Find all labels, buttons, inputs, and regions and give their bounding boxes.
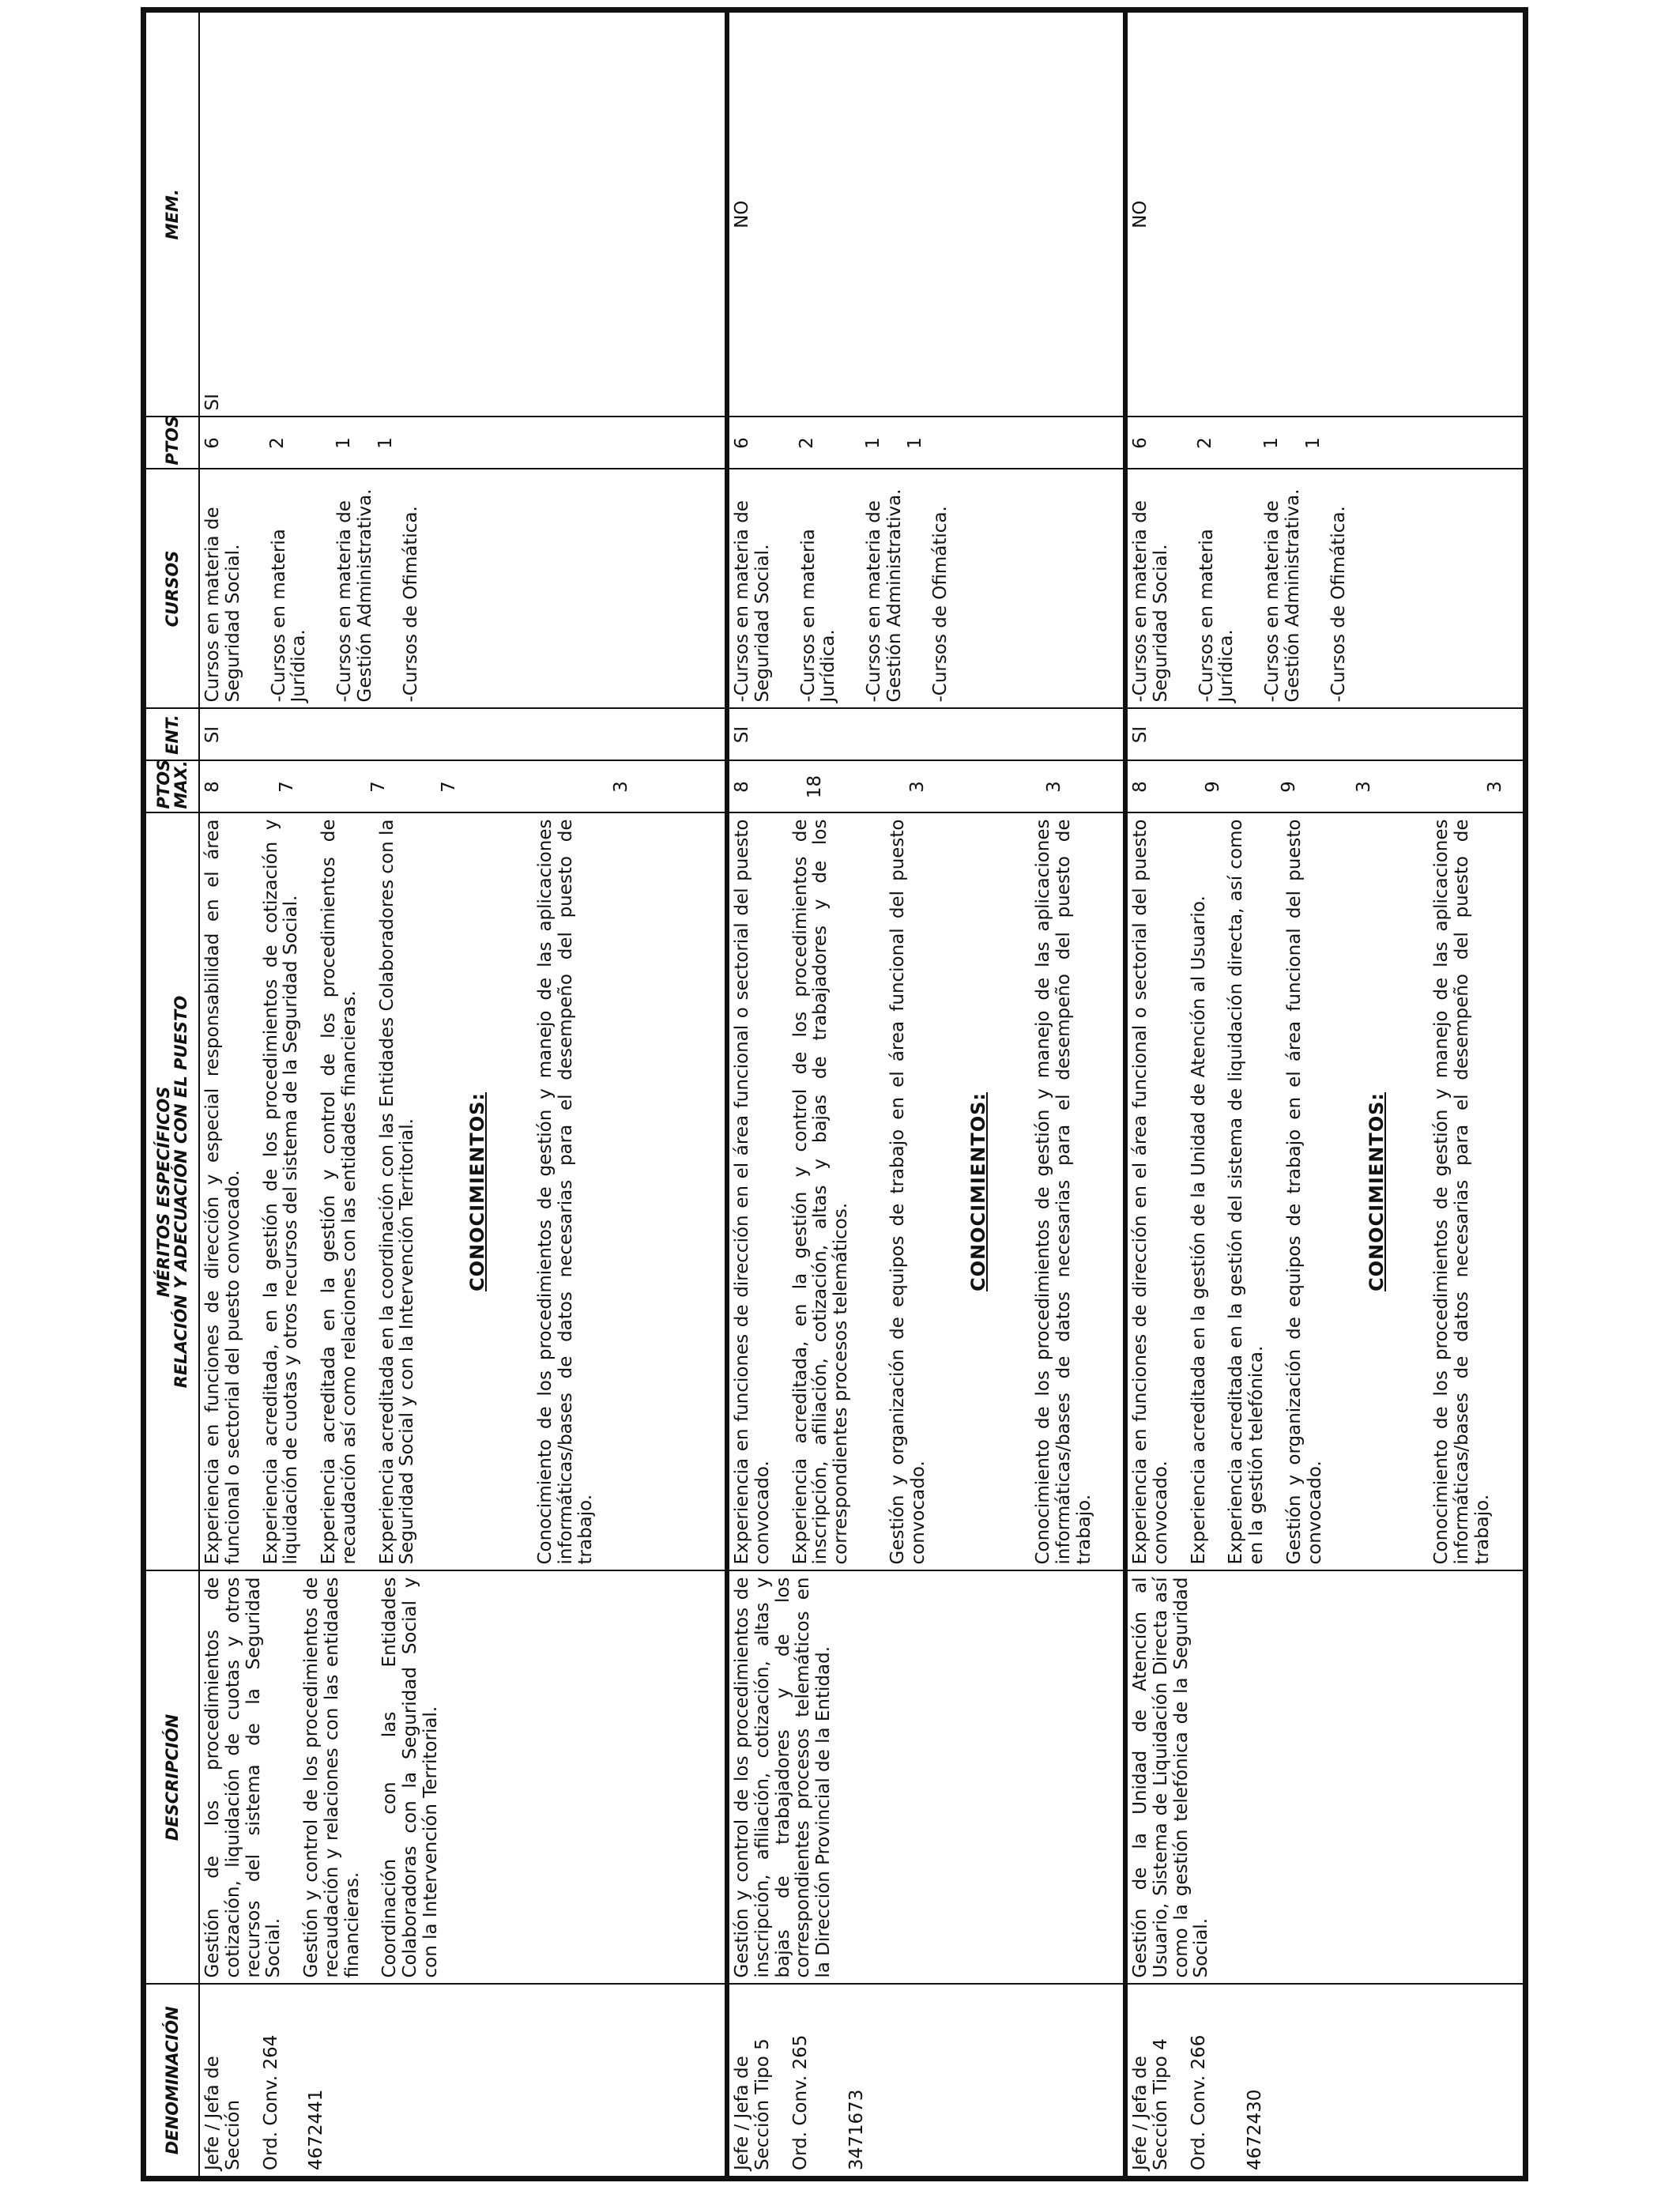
cell-mem: SI <box>199 10 727 417</box>
table-row <box>727 10 1125 2179</box>
position-code: 3471673 <box>846 2089 868 2170</box>
curso-points: 6 <box>1130 437 1151 449</box>
curso-points: 2 <box>266 437 288 449</box>
curso-points: 1 <box>1303 437 1324 449</box>
merito-text: Experiencia acreditada en la coordinación con las Entidades Colaboradores con la Seguridad Social y con la Intervención Territorial. <box>376 819 418 1565</box>
merito-points: 9 <box>1202 781 1223 793</box>
conocimiento-text: Conocimiento de los procedimientos de gestión y manejo de las aplicaciones informáticas/bases de datos necesarias para el desempeño del puesto de trabajo. <box>1033 819 1094 1565</box>
cell-ent: SI <box>1125 709 1526 761</box>
cell-ptos-max <box>727 761 1125 813</box>
header-cursos: CURSOS <box>144 469 200 709</box>
conocimiento-text: Conocimiento de los procedimientos de gestión y manejo de las aplicaciones informáticas/bases de datos necesarias para el desempeño del puesto de trabajo. <box>534 819 597 1565</box>
merito-text: Experiencia en funciones de dirección en el área funcional o sectorial del puesto convocado. <box>1130 819 1171 1565</box>
conocimientos-heading: CONOCIMIENTOS: <box>967 1092 990 1291</box>
curso-text: -Cursos en materia de Gestión Administrativa. <box>334 488 375 703</box>
conocimientos-heading: CONOCIMIENTOS: <box>1365 1092 1388 1291</box>
merito-text: Experiencia acreditada en la gestión de la Unidad de Atención al Usuario. <box>1188 895 1209 1565</box>
curso-text: -Cursos en materia de Seguridad Social. <box>732 500 773 703</box>
merito-points: 9 <box>1278 781 1299 793</box>
cell-meritos <box>199 813 727 1571</box>
rotated-table-wrapper <box>141 13 1528 2181</box>
curso-points: 6 <box>732 437 752 449</box>
header-ent: ENT. <box>144 709 200 761</box>
curso-text: -Cursos en materia Jurídica. <box>268 529 310 703</box>
header-row <box>144 10 200 2179</box>
curso-points: 2 <box>796 437 817 449</box>
table-row <box>1125 10 1526 2179</box>
curso-points: 1 <box>333 437 354 449</box>
merito-points: 8 <box>732 781 752 793</box>
position-code: 4672441 <box>306 2089 327 2170</box>
merito-text: Experiencia en funciones de dirección en el área funcional o sectorial del puesto convocado. <box>732 819 773 1565</box>
merito-points: 7 <box>276 781 297 793</box>
conocimiento-points: 3 <box>1044 781 1065 793</box>
descripcion-para: Gestión y control de los procedimientos de recaudación y relaciones con las entidades financieras. <box>301 1577 363 1978</box>
merito-points: 8 <box>202 781 223 793</box>
header-meritos-line2: RELACIÓN Y ADECUACIÓN CON EL PUESTO <box>171 995 190 1389</box>
table-row <box>199 10 727 2179</box>
cell-cursos <box>199 469 727 709</box>
cell-ptos <box>199 417 727 469</box>
curso-text: -Cursos en materia Jurídica. <box>797 529 839 703</box>
cell-ptos-max <box>199 761 727 813</box>
curso-points: 2 <box>1194 437 1215 449</box>
position-code: 4672430 <box>1245 2089 1266 2170</box>
merito-text: Experiencia en funciones de dirección y especial responsabilidad en el área funcional o sectorial del puesto convocado. <box>202 819 243 1565</box>
curso-text: Cursos en materia de Seguridad Social. <box>202 507 243 703</box>
merito-points: 7 <box>439 781 460 793</box>
conocimientos-heading: CONOCIMIENTOS: <box>466 1092 488 1291</box>
ord-conv: Ord. Conv. 264 <box>260 2034 281 2170</box>
ord-conv: Ord. Conv. 266 <box>1188 2034 1209 2170</box>
header-mem: MEM. <box>144 10 200 417</box>
merito-text: Experiencia acreditada, en la gestión de los procedimientos de cotización y liquidación de cuotas y otros recursos del sistema de la Seguridad Social. <box>260 819 302 1565</box>
cell-ent: SI <box>727 709 1125 761</box>
descripcion-para: Coordinación con las Entidades Colaboradoras con la Seguridad Social y con la Intervención Territorial. <box>379 1577 441 1978</box>
cell-mem: NO <box>727 10 1125 417</box>
curso-text: -Cursos de Ofimática. <box>400 506 421 703</box>
cell-cursos <box>1125 469 1526 709</box>
merito-points: 8 <box>1130 781 1151 793</box>
curso-text: -Cursos en materia Jurídica. <box>1196 529 1237 703</box>
cell-descripcion <box>1125 1571 1526 1985</box>
cell-ptos <box>727 417 1125 469</box>
merito-points: 7 <box>367 781 389 793</box>
curso-text: -Cursos en materia de Gestión Administrativa. <box>864 488 905 703</box>
curso-points: 1 <box>1260 437 1282 449</box>
header-ptos: PTOS <box>144 417 200 469</box>
cell-descripcion <box>199 1571 727 1985</box>
conocimiento-text: Conocimiento de los procedimientos de gestión y manejo de las aplicaciones informáticas/bases de datos necesarias para el desempeño del puesto de trabajo. <box>1431 819 1493 1565</box>
descripcion-para: Gestión de la Unidad de Atención al Usuario, Sistema de Liquidación Directa así como la gestión telefónica de la Seguridad Social. <box>1130 1577 1212 1978</box>
cell-cursos <box>727 469 1125 709</box>
denominacion-text: Jefe / Jefa de Sección <box>202 2056 243 2170</box>
conocimiento-points: 3 <box>1485 781 1505 793</box>
header-denominacion: DENOMINACIÓN <box>144 1985 200 2179</box>
header-meritos <box>144 813 200 1571</box>
ord-conv: Ord. Conv. 265 <box>789 2034 811 2170</box>
curso-text: -Cursos de Ofimática. <box>929 506 951 703</box>
descripcion-para: Gestión y control de los procedimientos de inscripción, afiliación, cotización, altas y bajas de trabajadores y de los correspondientes procesos telemáticos en la Dirección Provincial de la Entidad. <box>732 1577 834 1978</box>
merito-text: Experiencia acreditada en la gestión y control de los procedimientos de recaudación así como relaciones con las entidades financieras. <box>318 819 360 1565</box>
cell-meritos <box>1125 813 1526 1571</box>
merito-text: Gestión y organización de equipos de trabajo en el área funcional del puesto convocado. <box>887 819 929 1565</box>
cell-ptos-max <box>1125 761 1526 813</box>
cell-descripcion <box>727 1571 1125 1985</box>
header-ptos-max-line1: PTOS <box>153 759 173 809</box>
header-descripcion: DESCRIPCIÓN <box>144 1571 200 1985</box>
conocimiento-points: 3 <box>611 781 631 793</box>
cell-denominacion <box>199 1985 727 2179</box>
cell-mem: NO <box>1125 10 1526 417</box>
merits-table <box>141 7 1528 2181</box>
curso-points: 6 <box>202 437 223 449</box>
curso-text: -Cursos en materia de Gestión Administrativa. <box>1262 488 1303 703</box>
cell-denominacion <box>1125 1985 1526 2179</box>
denominacion-text: Jefe / Jefa de Sección Tipo 4 <box>1130 2038 1171 2170</box>
descripcion-para: Gestión de los procedimientos de cotización, liquidación de cuotas y otros recursos del sistema de la Seguridad Social. <box>202 1577 284 1978</box>
merito-points: 18 <box>804 775 825 799</box>
curso-points: 1 <box>905 437 926 449</box>
cell-ent: SI <box>199 709 727 761</box>
merito-points: 3 <box>1354 781 1375 793</box>
cell-denominacion <box>727 1985 1125 2179</box>
cell-ptos <box>1125 417 1526 469</box>
merito-points: 3 <box>906 781 928 793</box>
curso-points: 1 <box>862 437 883 449</box>
merito-text: Gestión y organización de equipos de trabajo en el área funcional del puesto convocado. <box>1283 819 1325 1565</box>
merito-text: Experiencia acreditada, en la gestión y control de los procedimientos de inscripción, afiliación, cotización, altas y bajas de trabajadores y de los correspondientes procesos telemáticos. <box>789 819 851 1565</box>
header-ptos-max-line2: MAX. <box>171 760 190 809</box>
merito-text: Experiencia acreditada en la gestión del sistema de liquidación directa, así como en la gestión telefónica. <box>1226 819 1267 1565</box>
denominacion-text: Jefe / Jefa de Sección Tipo 5 <box>732 2038 773 2170</box>
cell-meritos <box>727 813 1125 1571</box>
header-ptos-max <box>144 761 200 813</box>
curso-text: -Cursos en materia de Seguridad Social. <box>1130 500 1171 703</box>
header-meritos-line1: MÉRITOS ESPECÍFICOS <box>153 1086 173 1298</box>
curso-text: -Cursos de Ofimática. <box>1328 506 1349 703</box>
curso-points: 1 <box>375 437 397 449</box>
